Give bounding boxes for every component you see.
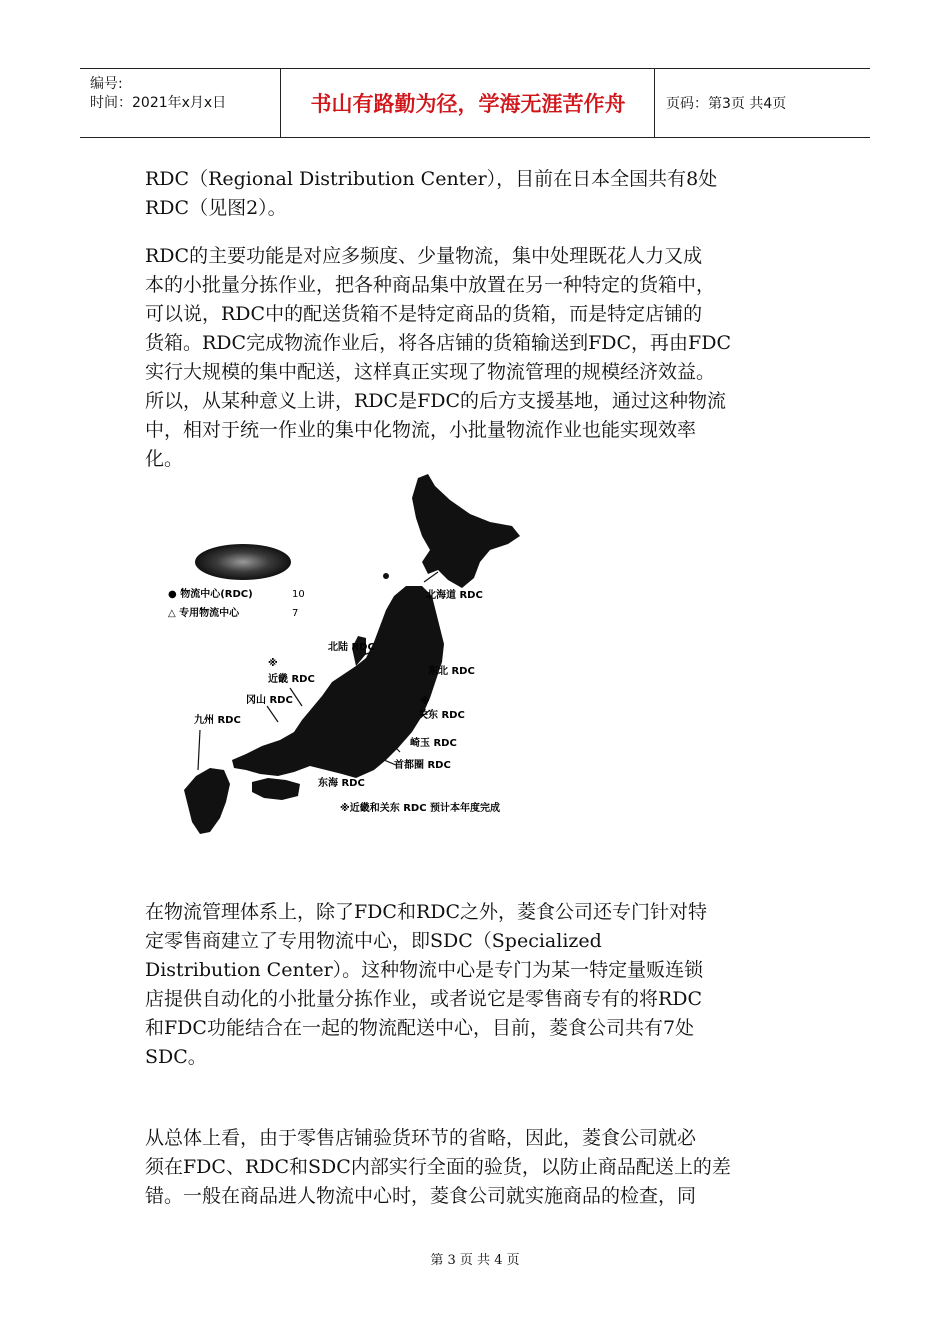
text-line: 货箱。RDC完成物流作业后，将各店铺的货箱输送到FDC，再由FDC [145, 332, 731, 354]
legend-sdc-label: △ 专用物流中心 [168, 608, 240, 619]
text-line: 错。一般在商品进人物流中心时，菱食公司就实施商品的检查，同 [145, 1185, 697, 1207]
text-line: 所以，从某种意义上讲，RDC是FDC的后方支援基地，通过这种物流 [145, 390, 727, 412]
time-label: 时间：2021年x月x日 [90, 95, 227, 111]
label-shutoken-rdc: 首都圈 RDC [394, 760, 451, 771]
shikoku-shape [252, 778, 300, 800]
paragraph-1 [145, 165, 815, 223]
island-shape [383, 573, 389, 579]
honshu-shape [232, 586, 444, 778]
text-line: Distribution Center）。这种物流中心是专门为某一特定量贩连锁 [145, 959, 704, 981]
header-motto: 书山有路勤为径，学海无涯苦作舟 [282, 69, 655, 137]
kyushu-shape [184, 768, 230, 834]
document-header [80, 68, 870, 138]
figure-note: ※近畿和关东 RDC 预计本年度完成 [340, 803, 501, 814]
label-hokuriku-rdc: 北陆 RDC [328, 642, 375, 653]
text-line: 从总体上看，由于零售店铺验货环节的省略，因此，菱食公司就必 [145, 1127, 697, 1149]
text-line: SDC。 [145, 1046, 207, 1068]
legend-ellipse [195, 544, 291, 580]
label-kyushu-rdc: 九州 RDC [194, 715, 241, 726]
text-line: 可以说，RDC中的配送货箱不是特定商品的货箱，而是特定店铺的 [145, 303, 703, 325]
header-meta-cell [80, 69, 281, 137]
label-tokai-rdc: 东海 RDC [318, 778, 365, 789]
text-line: RDC（见图2）。 [145, 197, 287, 219]
paragraph-4 [145, 1124, 815, 1211]
header-page-info: 页码：第3页 共4页 [666, 96, 787, 112]
japan-map-image [160, 470, 600, 845]
text-line: 须在FDC、RDC和SDC内部实行全面的验货，以防止商品配送上的差 [145, 1156, 731, 1178]
label-saitama-rdc: 崎玉 RDC [410, 738, 457, 749]
text-line: 化。 [145, 448, 184, 470]
label-kinki-rdc: 近畿 RDC [268, 674, 315, 685]
number-label: 编号: [90, 76, 123, 92]
label-tohoku-rdc: 东北 RDC [428, 666, 475, 677]
island-shape [374, 658, 379, 663]
legend-sdc-count: 7 [292, 608, 299, 619]
label-kanto-mark: ※ [420, 696, 430, 707]
text-line: RDC（Regional Distribution Center），目前在日本全国共有8处 [145, 168, 718, 190]
text-line: 实行大规模的集中配送，这样真正实现了物流管理的规模经济效益。 [145, 361, 716, 383]
paragraph-2 [145, 242, 815, 474]
japan-rdc-map-figure [160, 470, 600, 845]
label-okayama-rdc: 冈山 RDC [246, 695, 293, 706]
paragraph-3 [145, 898, 815, 1072]
text-line: 在物流管理体系上，除了FDC和RDC之外，菱食公司还专门针对特 [145, 901, 708, 923]
text-line: 定零售商建立了专用物流中心，即SDC（Specialized [145, 930, 602, 952]
text-line: 店提供自动化的小批量分拣作业，或者说它是零售商专有的将RDC [145, 988, 703, 1010]
label-kanto-rdc: 关东 RDC [418, 710, 465, 721]
text-line: 中，相对于统一作业的集中化物流，小批量物流作业也能实现效率 [145, 419, 697, 441]
page-footer: 第 3 页 共 4 页 [430, 1253, 520, 1268]
label-hokkaido-rdc: 北海道 RDC [426, 590, 483, 601]
legend-rdc-label: ● 物流中心(RDC) [168, 589, 253, 600]
text-line: RDC的主要功能是对应多频度、少量物流，集中处理既花人力又成 [145, 245, 703, 267]
legend-rdc-count: 10 [292, 589, 305, 600]
label-kinki-mark: ※ [268, 658, 278, 669]
hokkaido-shape [412, 474, 520, 588]
text-line: 和FDC功能结合在一起的物流配送中心，目前，菱食公司共有7处 [145, 1017, 695, 1039]
text-line: 本的小批量分拣作业，把各种商品集中放置在另一种特定的货箱中， [145, 274, 716, 296]
